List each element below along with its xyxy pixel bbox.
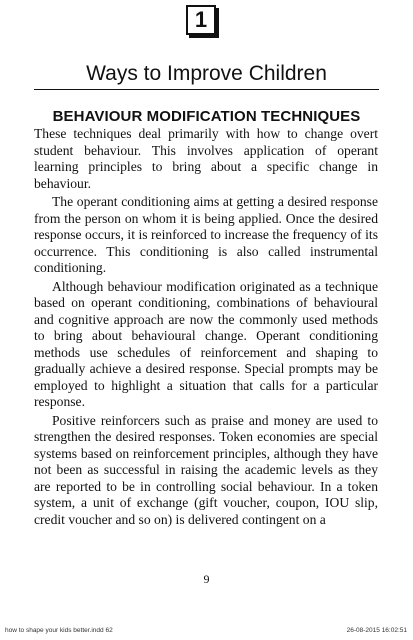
body-text — [34, 126, 378, 528]
file-info: how to shape your kids better.indd 62 — [5, 627, 113, 634]
section-heading: BEHAVIOUR MODIFICATION TECHNIQUES — [52, 108, 361, 125]
chapter-title: Ways to Improve Children — [86, 62, 327, 85]
chapter-number-box — [186, 5, 216, 35]
print-slug — [5, 627, 407, 634]
paragraph: Positive reinforcers such as praise and money are used to strengthen the desired responses. Token economies are special systems based on reinforcement principles, although they have not been as successful in raising the academic levels as they are reported to be in controlling social behaviour. In a token system, a unit of exchange (gift voucher, coupon, IOU slip, credit voucher and so on) is delivered contingent on a — [34, 412, 378, 527]
chapter-number: 1 — [194, 7, 208, 32]
paragraph: The operant conditioning aims at getting a desired response from the person on whom it is being applied. Once the desired response occurs, it is reinforced to increase the frequency of its occurrence. This conditioning is also called instrumental conditioning. — [34, 194, 378, 275]
paragraph: These techniques deal primarily with how to change overt student behaviour. This involves application of operant learning principles to bring about a specific change in behaviour. — [34, 126, 378, 191]
paragraph: Although behaviour modification originated as a technique based on operant conditioning, combinations of behavioural and cognitive approach are now the commonly used methods to bring about behavioural change. Operant conditioning methods use schedules of reinforcement and shaping to gradually achieve a desired response. Special prompts may be employed to highlight a situation that calls for a particular response. — [34, 278, 378, 409]
print-timestamp: 26-08-2015 16:02:51 — [346, 627, 407, 634]
title-divider — [34, 89, 379, 90]
page-number: 9 — [203, 572, 210, 586]
